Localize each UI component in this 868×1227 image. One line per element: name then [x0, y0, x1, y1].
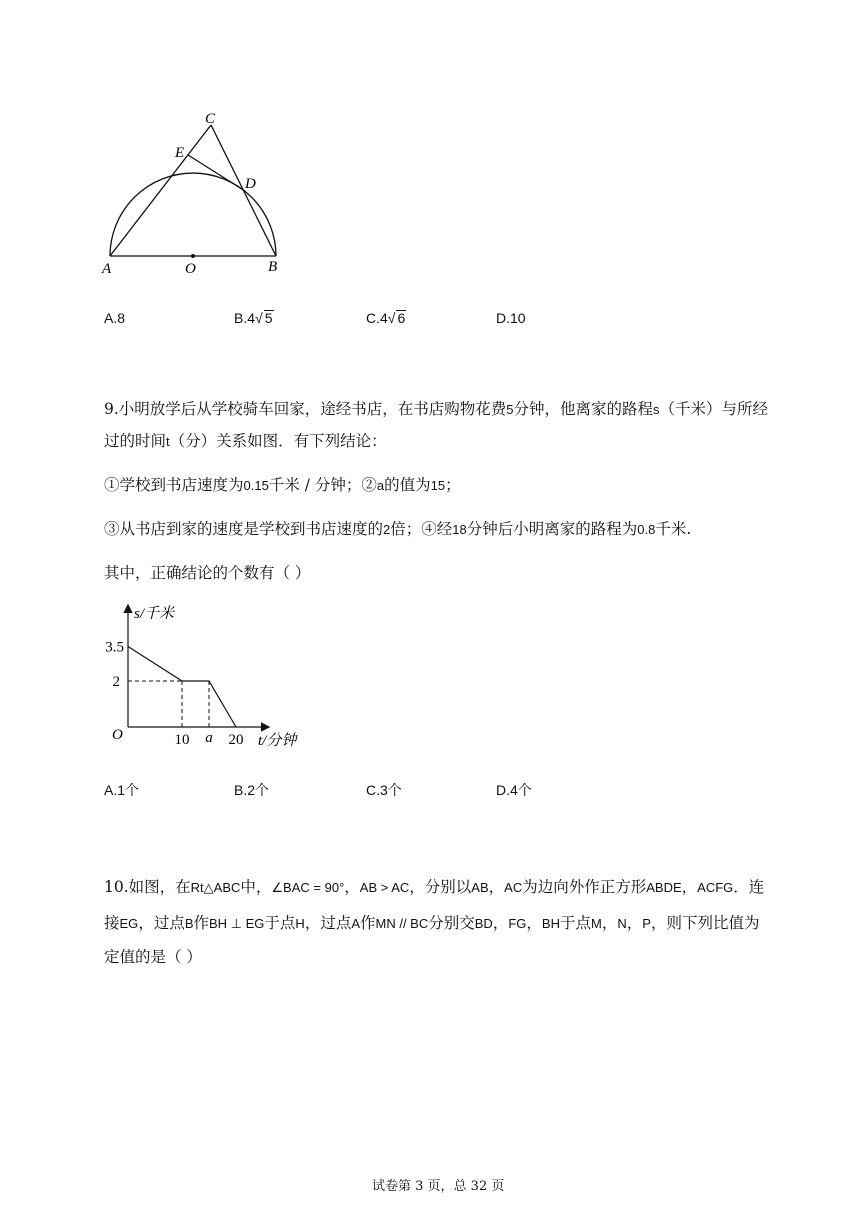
math: ∠BAC = 90° [271, 880, 345, 895]
option-letter: A. [104, 782, 118, 798]
math: P [642, 916, 651, 931]
option-radicand: 6 [397, 310, 406, 326]
q10-line-1 [104, 876, 764, 899]
q10-line-3: 定值的是（ ） [104, 948, 202, 966]
text: ，则下列比值为 [650, 914, 760, 932]
text: 作 [193, 914, 210, 932]
text: ； [445, 476, 461, 494]
math: MN // BC [375, 916, 429, 931]
text: ， [526, 914, 542, 932]
math: H [295, 916, 305, 931]
text: ， [626, 914, 643, 932]
option-unit: 个 [387, 782, 402, 798]
text: 千米 / 分钟；② [268, 476, 377, 494]
page-footer: 试卷第 3 页，总 32 页 [372, 1179, 505, 1194]
number: 5 [506, 402, 514, 417]
text: 于点 [559, 914, 591, 932]
x-tick-label-a: a [205, 730, 213, 746]
option-letter: B. [234, 310, 248, 326]
series-line [128, 647, 236, 728]
math: A [351, 916, 360, 931]
q9-option-b[interactable] [234, 780, 269, 800]
label-a: A [102, 261, 112, 277]
option-num: 1 [117, 782, 126, 798]
variable: a [376, 478, 385, 493]
q9-line-5: 其中，正确结论的个数有（ ） [104, 564, 311, 582]
number: 0.15 [243, 478, 269, 493]
math: ABDE [646, 880, 682, 895]
option-num: 3 [380, 782, 388, 798]
x-tick-label-10: 10 [174, 732, 190, 748]
text: ，分别以 [409, 878, 472, 896]
text: 10.如图，在 [104, 878, 191, 896]
q9-option-c[interactable] [366, 780, 402, 800]
option-unit: 个 [517, 782, 532, 798]
number: 15 [430, 478, 446, 493]
number: 2 [383, 522, 391, 537]
number: 0.8 [637, 522, 656, 537]
text: 过的时间 [104, 432, 167, 450]
math: N [617, 916, 627, 931]
option-letter: D. [496, 782, 510, 798]
option-coef: 4 [247, 310, 256, 326]
text: ，过点 [304, 914, 352, 932]
y-axis-label: s/千米 [134, 606, 175, 622]
text: 接 [104, 914, 120, 932]
x-tick-label-20: 20 [228, 732, 244, 748]
math: ACFG [697, 880, 734, 895]
option-value: 8 [117, 310, 126, 326]
y-tick-label-3.5: 3.5 [105, 639, 124, 656]
option-radicand: 5 [264, 310, 273, 326]
text: ， [601, 914, 618, 932]
text: 分钟后小明离家的路程为 [466, 520, 638, 538]
math: AC [504, 880, 523, 895]
q8-option-c[interactable] [366, 310, 406, 326]
option-unit: 个 [255, 782, 270, 798]
option-letter: C. [366, 782, 380, 798]
option-letter: D. [496, 310, 510, 326]
q8-option-a[interactable] [104, 310, 125, 326]
math: AB > AC [359, 880, 410, 895]
math: M [591, 916, 602, 931]
label-c: C [205, 111, 216, 127]
text: ①学校到书店速度为 [104, 476, 244, 494]
sqrt-icon: √ [387, 310, 396, 326]
text: 分别交 [428, 914, 475, 932]
text: ， [681, 878, 698, 896]
math: BH ⊥ EG [209, 916, 265, 931]
option-unit: 个 [125, 782, 140, 798]
q9-line-3 [104, 474, 461, 497]
text: ③从书店到家的速度是学校到书店速度的 [104, 520, 384, 538]
q9-line-4 [104, 518, 691, 541]
label-b: B [268, 259, 278, 275]
text: 中， [240, 878, 272, 896]
text: 倍；④经 [390, 520, 453, 538]
label-d: D [245, 176, 256, 192]
option-num: 2 [247, 782, 256, 798]
x-axis-label: t/分钟 [258, 733, 297, 749]
q9-option-d[interactable] [496, 780, 532, 800]
option-coef: 4 [380, 310, 388, 326]
text: （千米）与所经 [659, 400, 769, 418]
text: 作 [360, 914, 376, 932]
text: ， [492, 914, 509, 932]
text: 9.小明放学后从学校骑车回家，途经书店，在书店购物花费 [104, 400, 507, 418]
option-num: 4 [510, 782, 518, 798]
origin-label: O [112, 727, 123, 743]
q9-distance-time-chart [96, 596, 316, 756]
q9-line-2 [104, 430, 387, 453]
text: 千米. [655, 520, 692, 538]
q8-option-d[interactable] [496, 310, 526, 326]
text: ， [344, 878, 360, 896]
label-e: E [175, 145, 185, 161]
sqrt-icon: √ [255, 310, 263, 326]
math: EG [119, 916, 139, 931]
y-tick-label-2: 2 [112, 674, 120, 690]
text: ．连 [733, 878, 765, 896]
variable: s [653, 402, 660, 417]
math: FG [508, 916, 527, 931]
q8-geometry-figure [95, 105, 295, 280]
option-letter: A. [104, 310, 118, 326]
math: Rt△ABC [190, 880, 241, 895]
q9-option-a[interactable] [104, 780, 139, 800]
q10-line-2 [104, 912, 759, 935]
text: （分）关系如图．有下列结论： [169, 432, 387, 450]
q8-option-b[interactable] [234, 310, 274, 326]
text: 分钟，他离家的路程 [513, 400, 654, 418]
q9-line-1 [104, 398, 768, 421]
math: AB [471, 880, 489, 895]
center-point-o [191, 254, 195, 258]
math: BH [541, 916, 560, 931]
text: ， [488, 878, 505, 896]
label-o: O [185, 261, 196, 277]
segment-ac [110, 125, 211, 256]
variable: t [166, 434, 170, 449]
option-letter: C. [366, 310, 380, 326]
option-value: 10 [510, 310, 526, 326]
option-letter: B. [234, 782, 248, 798]
text: 的值为 [384, 476, 431, 494]
text: ，过点 [138, 914, 185, 932]
math: BD [474, 916, 493, 931]
math: B [184, 916, 194, 931]
text: 于点 [264, 914, 296, 932]
number: 18 [452, 522, 467, 537]
text: 为边向外作正方形 [522, 878, 647, 896]
